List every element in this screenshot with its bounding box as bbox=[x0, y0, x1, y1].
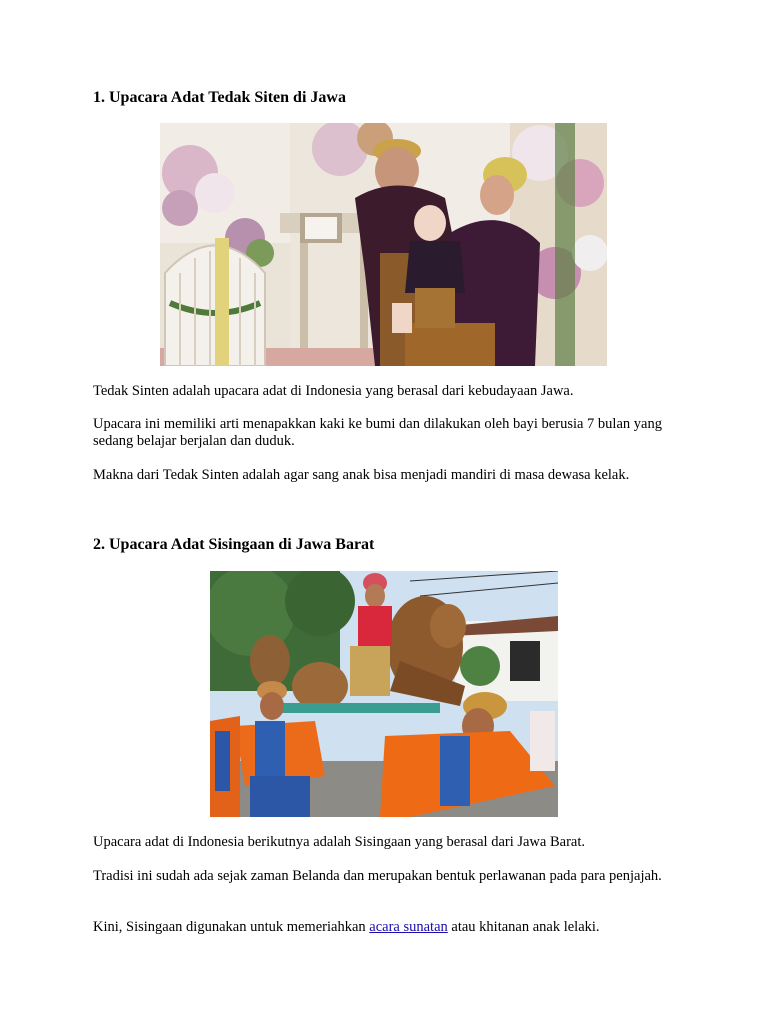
section-2-paragraph-1: Upacara adat di Indonesia berikutnya adalah Sisingaan yang berasal dari Jawa Barat. bbox=[93, 834, 585, 850]
section-2-paragraph-2: Tradisi ini sudah ada sejak zaman Belanda dan merupakan bentuk perlawanan pada para penjajah. bbox=[93, 868, 662, 884]
sisingaan-photo bbox=[210, 571, 558, 817]
acara-sunatan-link[interactable]: acara sunatan bbox=[369, 919, 448, 935]
paragraph-text-after-link: atau khitanan anak lelaki. bbox=[447, 919, 600, 935]
section-1-paragraph-2: Upacara ini memiliki arti menapakkan kaki ke bumi dan dilakukan oleh bayi berusia 7 bulan yang sedang belajar berjalan dan duduk. bbox=[93, 416, 662, 449]
section-2-heading: 2. Upacara Adat Sisingaan di Jawa Barat bbox=[93, 536, 375, 553]
section-2-paragraph-3 bbox=[93, 919, 673, 936]
section-1-paragraph-3: Makna dari Tedak Sinten adalah agar sang anak bisa menjadi mandiri di masa dewasa kelak. bbox=[93, 467, 630, 483]
section-1-heading: 1. Upacara Adat Tedak Siten di Jawa bbox=[93, 89, 346, 106]
paragraph-text-before-link: Kini, Sisingaan digunakan untuk memeriahkan bbox=[93, 919, 370, 935]
tedak-siten-photo bbox=[160, 123, 607, 366]
section-1-paragraph-1: Tedak Sinten adalah upacara adat di Indonesia yang berasal dari kebudayaan Jawa. bbox=[93, 383, 574, 399]
